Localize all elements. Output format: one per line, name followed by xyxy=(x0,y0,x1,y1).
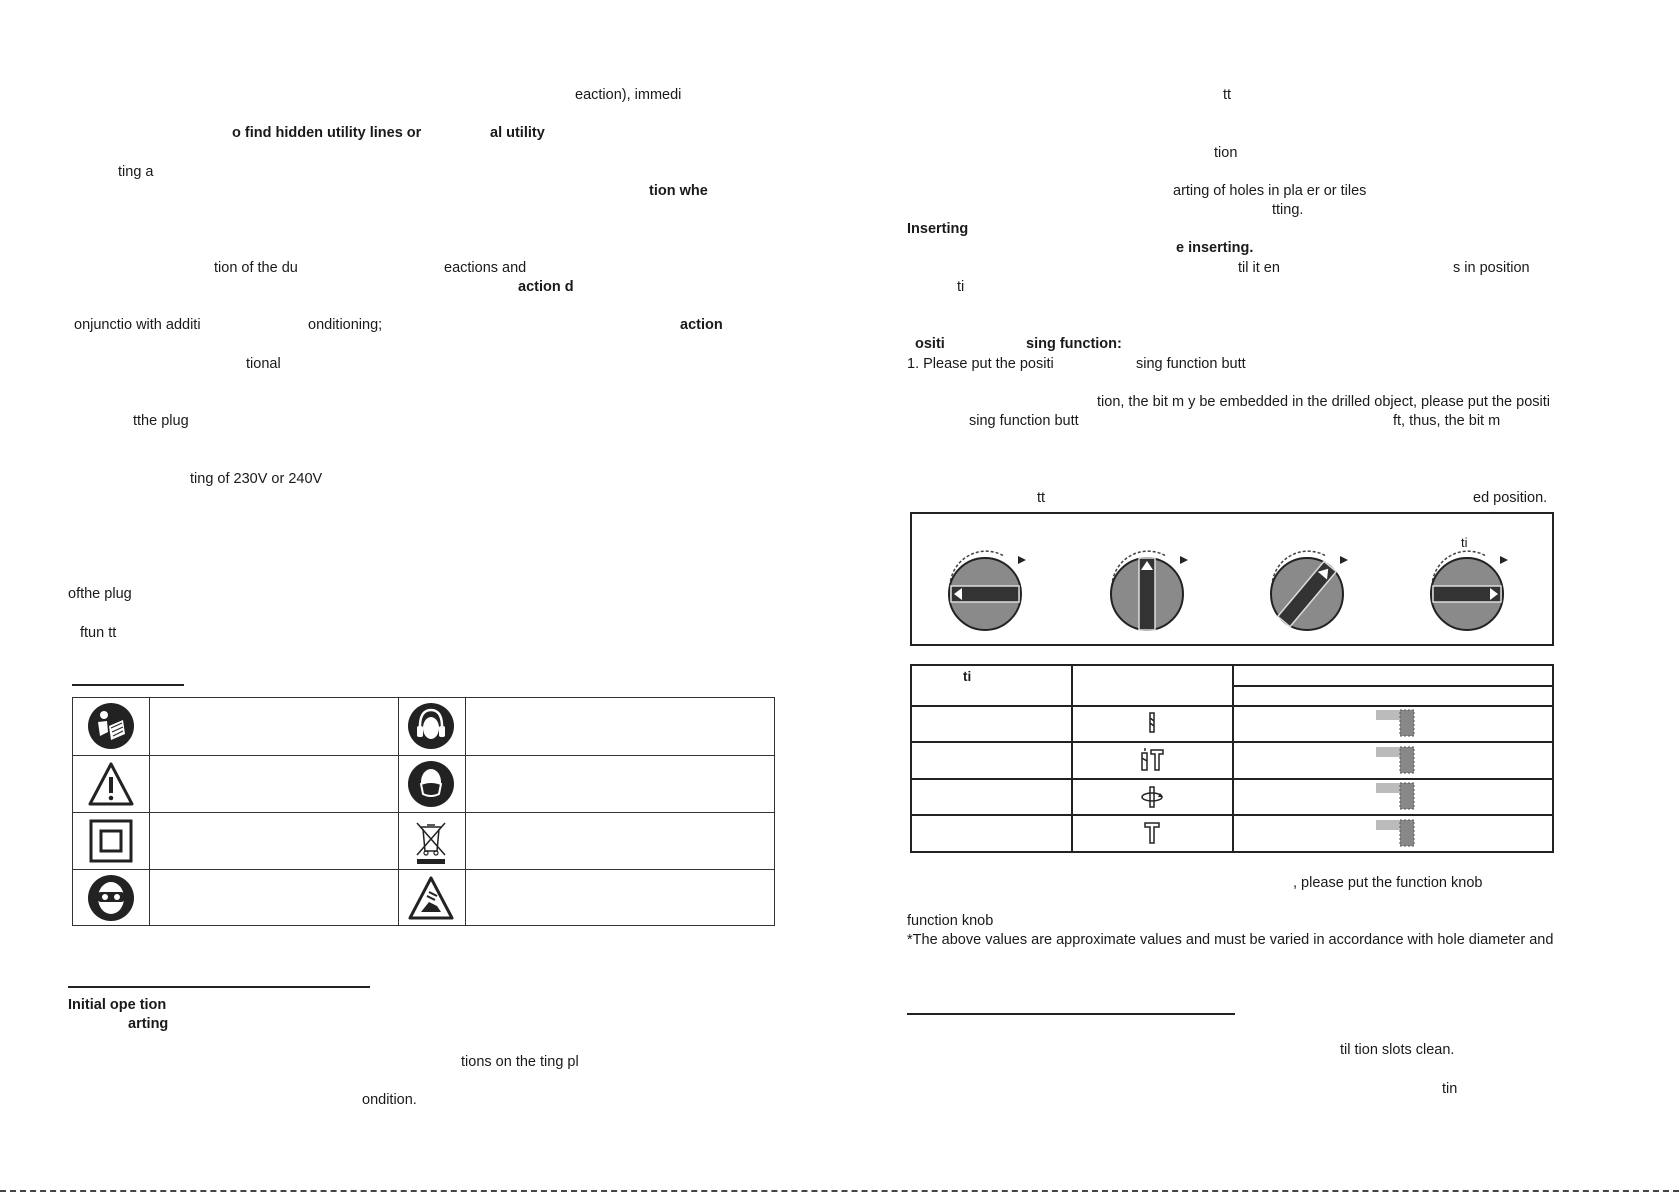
eye-protection-icon xyxy=(87,874,135,922)
text-line: til it en xyxy=(1238,260,1280,276)
text-line: ting of 230V or 240V xyxy=(190,471,323,487)
read-manual-icon xyxy=(87,702,135,750)
subheading: Inserting xyxy=(907,221,969,237)
divider xyxy=(73,755,774,756)
text-line: ft, thus, the bit m xyxy=(1393,413,1501,429)
section-heading: Initial ope tion xyxy=(68,997,167,1013)
divider xyxy=(912,705,1552,707)
knob-positions-figure xyxy=(910,512,1554,646)
knob-label: ti xyxy=(1461,535,1468,550)
text-line: ed position. xyxy=(1473,490,1548,506)
text-line: tt xyxy=(1037,490,1046,506)
divider xyxy=(1232,685,1552,687)
text-line: action d xyxy=(518,279,574,295)
text-line: tin xyxy=(1442,1081,1458,1097)
text-line: eaction), immedi xyxy=(575,87,682,103)
drill-bit-icon xyxy=(1139,710,1165,736)
function-knob-position-2 xyxy=(1104,548,1190,634)
text-line: sing function butt xyxy=(969,413,1079,429)
divider xyxy=(73,812,774,813)
rotation-stop-icon xyxy=(1139,784,1165,810)
text-line: tting. xyxy=(1272,202,1304,218)
section-underline xyxy=(68,986,370,988)
text-line: tion of the du xyxy=(214,260,298,276)
symbol-table xyxy=(72,697,775,926)
subheading: ositi xyxy=(915,336,945,352)
mode-table xyxy=(910,664,1554,853)
chisel-icon xyxy=(1139,820,1165,846)
divider xyxy=(912,814,1552,816)
ear-protection-icon xyxy=(407,702,455,750)
divider xyxy=(1232,666,1234,851)
text-line: tions on the ting pl xyxy=(461,1054,579,1070)
text-line: e inserting. xyxy=(1176,240,1254,256)
drill-silhouette-icon xyxy=(1370,818,1422,848)
weee-bin-icon xyxy=(407,817,455,865)
text-line: ondition. xyxy=(362,1092,417,1108)
text-line: onjunctio with additi xyxy=(74,317,201,333)
text-line: s in position xyxy=(1453,260,1530,276)
text-line: ti xyxy=(957,279,965,295)
text-line: tthe plug xyxy=(133,413,189,429)
subheading: sing function: xyxy=(1026,336,1122,352)
function-knob-position-1 xyxy=(942,548,1028,634)
text-line: al utility xyxy=(490,125,545,141)
drill-silhouette-icon xyxy=(1370,745,1422,775)
text-line: tional xyxy=(246,356,281,372)
text-line: tion whe xyxy=(649,183,708,199)
text-line: , please put the function knob xyxy=(1293,875,1483,891)
hammer-drill-icon xyxy=(1139,747,1165,773)
divider xyxy=(912,741,1552,743)
section-underline xyxy=(907,1013,1235,1015)
text-line: 1. Please put the positi xyxy=(907,356,1054,372)
function-knob-position-3 xyxy=(1264,548,1350,634)
warning-icon xyxy=(87,760,135,808)
text-line: function knob xyxy=(907,913,994,929)
double-insulation-icon xyxy=(87,817,135,865)
text-line: *The above values are approximate values and must be varied in accordance with hole diameter and xyxy=(907,932,1554,948)
table-header: ti xyxy=(963,669,972,684)
dust-mask-icon xyxy=(407,760,455,808)
function-knob-position-4 xyxy=(1424,548,1510,634)
text-line: o find hidden utility lines or xyxy=(232,125,422,141)
text-line: ofthe plug xyxy=(68,586,132,602)
section-underline xyxy=(72,684,184,686)
text-line: onditioning; xyxy=(308,317,383,333)
divider xyxy=(1071,666,1073,851)
text-line: ftun tt xyxy=(80,625,117,641)
text-line: tt xyxy=(1223,87,1232,103)
drill-silhouette-icon xyxy=(1370,708,1422,738)
drill-silhouette-icon xyxy=(1370,781,1422,811)
text-line: ting a xyxy=(118,164,154,180)
text-line: arting of holes in pla er or tiles xyxy=(1173,183,1367,199)
hand-injury-warning-icon xyxy=(407,874,455,922)
text-line: eactions and xyxy=(444,260,527,276)
subheading: arting xyxy=(128,1016,169,1032)
text-line: action xyxy=(680,317,723,333)
text-line: tion, the bit m y be embedded in the drilled object, please put the positi xyxy=(1097,394,1551,410)
text-line: til tion slots clean. xyxy=(1340,1042,1455,1058)
text-line: tion xyxy=(1214,145,1238,161)
divider xyxy=(73,869,774,870)
divider xyxy=(912,778,1552,780)
text-line: sing function butt xyxy=(1136,356,1246,372)
